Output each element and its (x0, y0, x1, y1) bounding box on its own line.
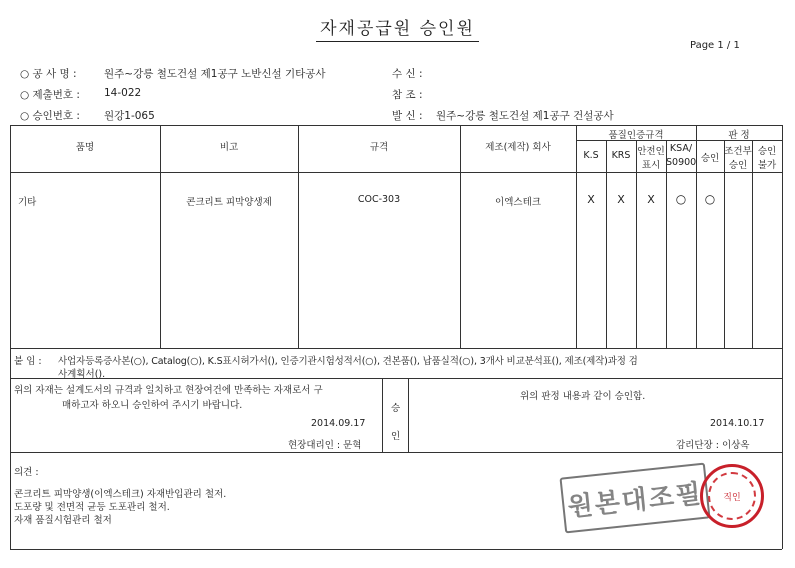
row-krs: X (617, 193, 625, 206)
submit-no-value: 14-022 (104, 87, 142, 99)
recipient-label: 수 신 : (392, 68, 423, 80)
table-top-border (10, 125, 782, 126)
col-header-krs: KRS (611, 150, 631, 161)
col-header-ks: K.S (583, 150, 599, 161)
row-spec: COC-303 (357, 194, 401, 205)
opinion-line2: 도포량 및 전면적 균등 도포관리 철저. (14, 502, 170, 513)
reference-label: 참 조 : (392, 89, 423, 101)
col-header-judge-group: 판 정 (728, 130, 750, 141)
col-divider-2 (298, 125, 299, 348)
official-seal-inner: 직인 (708, 472, 756, 520)
approval-label-2: 인 (391, 431, 401, 442)
approval-no-value: 원강1-065 (104, 110, 155, 122)
row-maker: 이엑스테크 (495, 197, 541, 208)
attach-bottom-line (10, 378, 782, 379)
sender-value: 원주~강릉 철도건설 제1공구 건설공사 (436, 110, 614, 122)
col-header-approve: 승인 (700, 153, 720, 164)
opinion-line1: 콘크리트 피막양생(이엑스테크) 자재반입관리 철저. (14, 489, 227, 500)
request-line1: 위의 자재는 설계도서의 규격과 일치하고 현장여건에 만족하는 자재로서 구 (14, 385, 323, 396)
row-safety: X (647, 193, 655, 206)
approval-label-1: 승 (391, 403, 401, 414)
opinion-label: 의견 : (14, 467, 39, 478)
table-bottom-border (10, 549, 782, 550)
request-date: 2014.09.17 (311, 418, 366, 429)
col-divider-3 (460, 125, 461, 348)
row-ksa: ○ (675, 192, 687, 206)
col-divider-6 (636, 140, 637, 348)
col-header-note: 비고 (219, 142, 239, 153)
items-bottom-line (10, 348, 782, 349)
col-header-item: 품명 (75, 142, 95, 153)
col-header-reject-2: 불가 (757, 160, 777, 171)
request-signer: 현장대리인 : 문혁 (288, 440, 362, 451)
row-ks: X (587, 193, 595, 206)
col-divider-7 (666, 140, 667, 348)
row-approve: ○ (704, 192, 716, 206)
table-left-border (10, 125, 11, 549)
col-header-cond-2: 승인 (728, 160, 748, 171)
col-header-cert-group: 품질인증규격 (608, 130, 664, 141)
col-divider-10 (752, 140, 753, 348)
attach-text-line2: 사계획서(). (58, 369, 106, 380)
table-right-border (782, 125, 783, 549)
opinion-line3: 자재 품질시험관리 철저 (14, 515, 112, 526)
col-divider-5 (606, 140, 607, 348)
attach-text-line1: 사업자등록증사본(○), Catalog(○), K.S표시허가서(), 인증기관시험성적서(○), 견본품(), 납품실적(○), 3개사 비교분석표(), 제조(제작)과정 검 (58, 356, 638, 367)
official-seal (700, 464, 764, 528)
attach-label: 붙 임 : (14, 356, 42, 367)
col-header-ksa-2: S0900 (666, 157, 697, 168)
row-note: 콘크리트 피막양생제 (186, 197, 272, 208)
approval-no-label: ○ 승인번호 : (20, 110, 80, 122)
project-value: 원주~강릉 철도건설 제1공구 노반신설 기타공사 (104, 68, 326, 80)
col-divider-1 (160, 125, 161, 348)
col-header-safety-2: 표시 (641, 160, 661, 171)
approval-divider-left (382, 378, 383, 452)
approval-date: 2014.10.17 (710, 418, 765, 429)
request-line2: 매하고자 하오니 승인하여 주시기 바랍니다. (62, 400, 243, 411)
approval-text: 위의 판정 내용과 같이 승인함. (520, 391, 646, 402)
col-header-ksa-1: KSA/ (669, 143, 693, 154)
col-header-maker: 제조(제작) 회사 (485, 142, 551, 153)
sender-label: 발 신 : (392, 110, 423, 122)
col-header-reject-1: 승인 (757, 146, 777, 157)
col-header-cond-1: 조건부 (724, 146, 752, 157)
document-title: 자재공급원 승인원 (0, 14, 795, 39)
project-label: ○ 공 사 명 : (20, 68, 77, 80)
row-item: 기타 (18, 197, 37, 208)
col-divider-9 (724, 140, 725, 348)
certified-copy-stamp: 원본대조필 (559, 463, 710, 534)
approval-signer: 감리단장 : 이상옥 (676, 440, 750, 451)
col-header-safety-1: 안전인 (637, 146, 665, 157)
col-header-spec: 규격 (369, 142, 389, 153)
submit-no-label: ○ 제출번호 : (20, 89, 80, 101)
approval-divider-right (408, 378, 409, 452)
approval-bottom-line (10, 452, 782, 453)
page-indicator: Page 1 / 1 (690, 40, 740, 51)
